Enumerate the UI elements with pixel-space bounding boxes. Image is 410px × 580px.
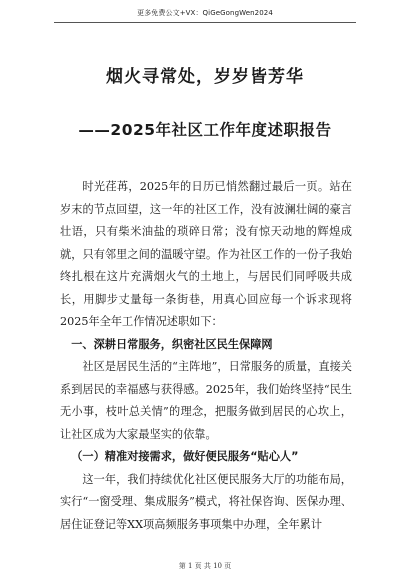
body-paragraph: 这一年，我们持续优化社区便民服务大厅的功能布局，实行“一窗受理、集成服务”模式，将社保咨询、医保办理、居住证登记等XX项高频服务事项集中办理，全年累计 bbox=[60, 472, 352, 531]
header-divider bbox=[54, 22, 356, 23]
document-title: 烟火寻常处，岁岁皆芳华 bbox=[106, 67, 304, 87]
subsection-heading: （一）精准对接需求，做好便民服务“贴心人” bbox=[71, 450, 299, 463]
intro-paragraph: 时光荏苒，2025年的日历已悄然翻过最后一页。站在岁末的节点回望，这一年的社区工作，没有波澜壮阔的豪言壮语，只有柴米油盐的琐碎日常；没有惊天动地的辉煌成就，只有邻里之间的温暖守望。作为社区工作的一份子我始终扎根在这片充满烟火气的土地上，与居民们同呼吸共成长，用脚步丈量每一条街巷，用真心回应每一个诉求现将2025年全年工作情况述职如下： bbox=[60, 180, 352, 328]
document-subtitle: ——2025年社区工作年度述职报告 bbox=[78, 121, 332, 139]
section-heading: 一、深耕日常服务，织密社区民生保障网 bbox=[71, 337, 273, 351]
body-paragraph: 社区是居民生活的“主阵地”，日常服务的质量，直接关系到居民的幸福感与获得感。2025年，我们始终坚持“民生无小事，枝叶总关情”的理念，把服务做到居民的心坎上，让社区成为大家最坚实的依靠。 bbox=[60, 360, 352, 441]
header-note: 更多免费公文+VX：QiGeGongWen2024 bbox=[137, 9, 273, 17]
document-body bbox=[60, 176, 352, 536]
page-number: 第 1 页 共 10 页 bbox=[178, 562, 232, 570]
